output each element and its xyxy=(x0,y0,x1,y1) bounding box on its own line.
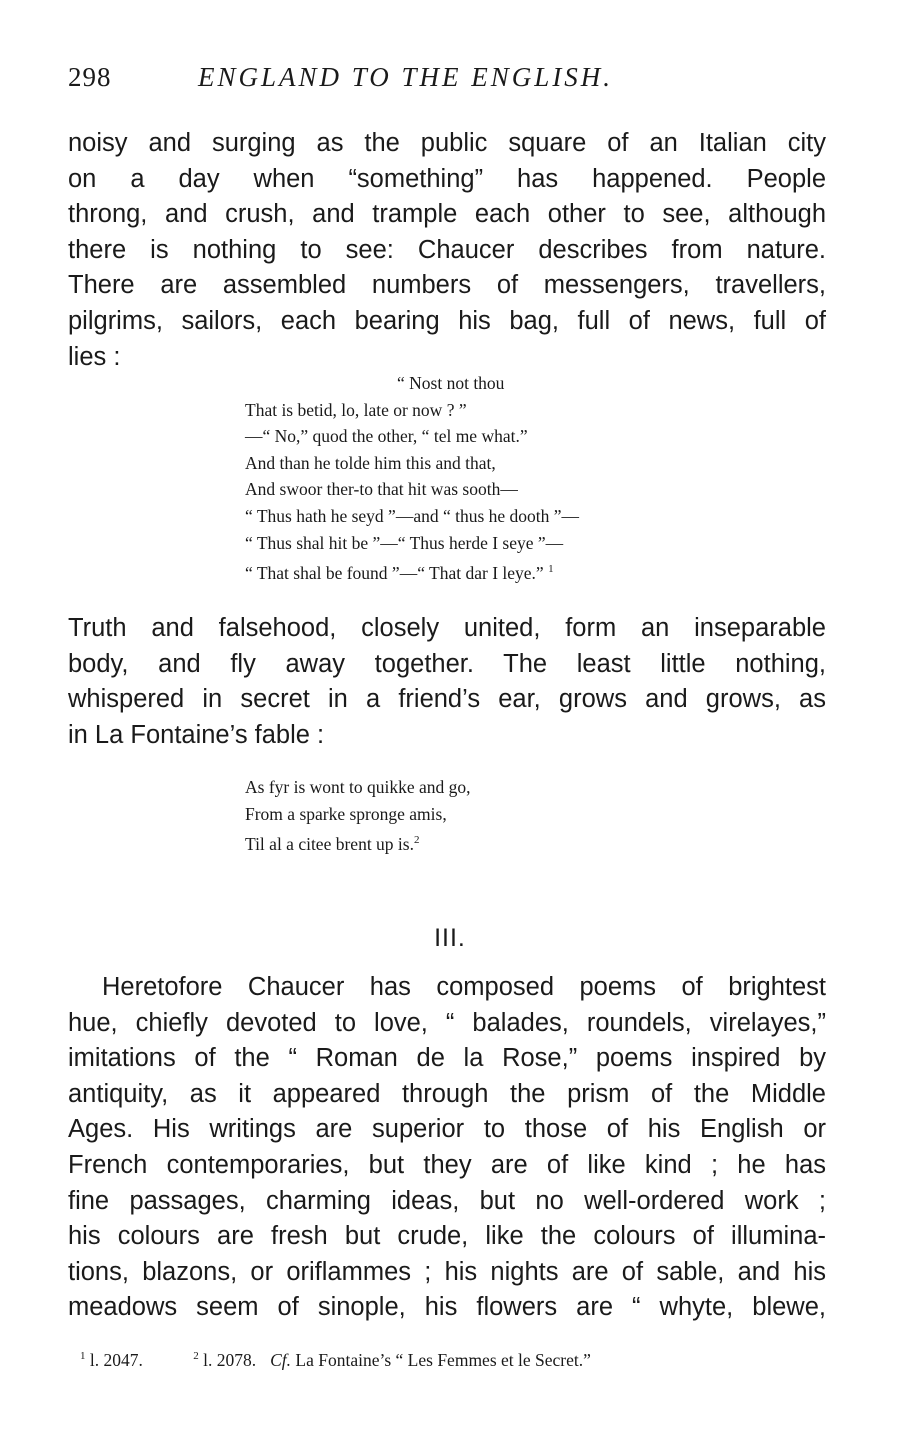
footnote-2-text: l. 2078. xyxy=(203,1350,257,1370)
text-line: French contemporaries, but they are of like kind ; he has xyxy=(68,1150,826,1179)
text-line: meadows seem of sinople, his flowers are “ whyte, blewe, xyxy=(68,1293,826,1322)
verse-line-last xyxy=(245,827,765,854)
verse-line-text: Til al a citee brent up is. xyxy=(245,834,414,855)
text-line: Ages. His writings are superior to those of his English or xyxy=(68,1115,826,1144)
text-line: noisy and surging as the public square of an Italian city xyxy=(68,129,826,157)
verse-line: From a sparke spronge amis, xyxy=(245,803,447,824)
verse-line: “ Nost not thou xyxy=(397,373,505,393)
page-number: 298 xyxy=(68,62,112,92)
text-line: body, and fly away together. The least little nothing, xyxy=(68,649,826,678)
running-title: ENGLAND TO THE ENGLISH. xyxy=(198,62,614,92)
footnote-marker-2: 2 xyxy=(193,1350,199,1363)
text-line: tions, blazons, or oriflammes ; his nights are of sable, and his xyxy=(68,1257,826,1286)
footnote-1-text: l. 2047. xyxy=(89,1350,143,1370)
page-header xyxy=(68,62,828,102)
text-line: his colours are fresh but crude, like the colours of illumina- xyxy=(68,1222,826,1251)
verse-line: —“ No,” quod the other, “ tel me what.” xyxy=(245,426,528,447)
verse-line: “ Thus shal hit be ”—“ Thus herde I seye ”— xyxy=(245,532,564,553)
text-line: there is nothing to see: Chaucer describes from nature. xyxy=(68,235,826,264)
text-line: in La Fontaine’s fable : xyxy=(68,720,325,749)
paragraph-3 xyxy=(68,970,826,1326)
footnote-ref-2: 2 xyxy=(413,834,420,847)
verse-line-text: “ That shal be found ”—“ That dar I leye.” xyxy=(245,562,544,583)
section-number: III. xyxy=(434,924,466,952)
footnote-2-cf: Cf. xyxy=(270,1350,292,1370)
text-line: imitations of the “ Roman de la Rose,” poems inspired by xyxy=(68,1044,826,1073)
verse-line: “ Thus hath he seyd ”—and “ thus he dooth ”— xyxy=(245,505,580,526)
verse-line: And swoor ther-to that hit was sooth— xyxy=(245,479,518,500)
text-line: pilgrims, sailors, each bearing his bag, full of news, full of xyxy=(68,306,826,335)
text-line: lies : xyxy=(68,342,121,371)
verse-quotation-2 xyxy=(245,774,765,854)
footnote-2-reference: La Fontaine’s “ Les Femmes et le Secret.” xyxy=(295,1350,591,1370)
footnote-marker-1: 1 xyxy=(80,1350,86,1363)
text-line: Truth and falsehood, closely united, form an inseparable xyxy=(68,614,826,642)
text-line: There are assembled numbers of messengers, travellers, xyxy=(68,271,826,300)
footnotes xyxy=(80,1350,840,1371)
footnote-2 xyxy=(193,1350,591,1370)
text-line: Heretofore Chaucer has composed poems of brightest xyxy=(102,973,826,1001)
paragraph-2 xyxy=(68,611,826,753)
text-line: whispered in secret in a friend’s ear, grows and grows, as xyxy=(68,685,826,714)
verse-quotation-1 xyxy=(245,370,765,583)
verse-line: As fyr is wont to quikke and go, xyxy=(245,777,471,797)
footnote-ref-1: 1 xyxy=(548,563,554,576)
text-line: throng, and crush, and trample each other to see, although xyxy=(68,200,826,229)
text-line: fine passages, charming ideas, but no well-ordered work ; xyxy=(68,1186,826,1215)
verse-line: And than he tolde him this and that, xyxy=(245,452,496,473)
verse-line-last xyxy=(245,556,765,583)
text-line: on a day when “something” has happened. People xyxy=(68,164,826,193)
text-line: hue, chiefly devoted to love, “ balades, roundels, virelayes,” xyxy=(68,1008,826,1037)
text-line: antiquity, as it appeared through the prism of the Middle xyxy=(68,1079,826,1108)
paragraph-1 xyxy=(68,126,826,375)
verse-line: That is betid, lo, late or now ? ” xyxy=(245,399,467,420)
